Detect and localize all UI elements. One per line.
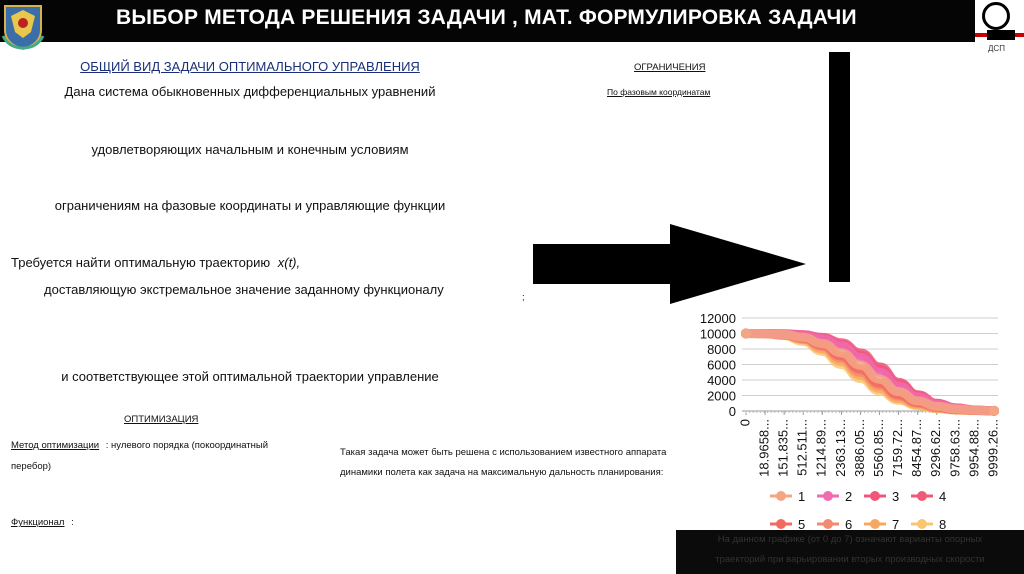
footnote-line: На данном графике (от 0 до 7) означают варианты опорных	[717, 534, 983, 545]
text-line	[11, 255, 300, 270]
method-value-cont: перебор)	[11, 461, 52, 472]
text-line: Дана система обыкновенных дифференциальных уравнений	[64, 84, 436, 99]
y-tick-label: 12000	[699, 311, 736, 326]
solution-line: динамики полета как задача на максимальную дальность планирования:	[340, 467, 664, 478]
footnote-line: траекторий при варьировании вторых производных скорости	[715, 554, 985, 565]
text-fragment: Требуется найти оптимальную траекторию	[11, 255, 271, 270]
legend-label: 3	[892, 489, 900, 504]
x-tick-label: 3886.05...	[851, 419, 867, 477]
legend-label: 2	[845, 489, 853, 504]
x-tick-label: 0	[737, 419, 753, 427]
text-line: ограничениям на фазовые координаты и управляющие функции	[54, 198, 446, 213]
x-tick-label: 1214.89...	[813, 419, 829, 477]
x-tick-label: 9954.88...	[966, 419, 982, 477]
method-label: Метод оптимизации	[11, 440, 100, 451]
semicolon-mark: ;	[522, 292, 525, 303]
legend-marker	[917, 491, 927, 501]
legend-label: 4	[939, 489, 947, 504]
legend-marker	[917, 519, 927, 529]
y-tick-label: 4000	[707, 373, 736, 388]
legend-label: 5	[798, 517, 806, 530]
legend-label: 6	[845, 517, 853, 530]
solution-line: Такая задача может быть решена с использованием известного аппарата	[340, 447, 667, 458]
method-line	[11, 440, 268, 451]
optimization-heading: ОПТИМИЗАЦИЯ	[124, 414, 199, 425]
legend-marker	[823, 491, 833, 501]
trajectory-chart	[680, 310, 1024, 530]
x-tick-label: 7159.72...	[890, 419, 906, 477]
functional-label: Функционал	[11, 517, 65, 528]
corner-label: ДСП	[988, 44, 1005, 53]
x-tick-label: 9296.62...	[928, 419, 944, 477]
x-tick-label: 2363.13...	[832, 419, 848, 477]
text-line: и соответствующее этой оптимальной траектории управление	[61, 369, 439, 384]
x-tick-label: 5560.85...	[870, 419, 886, 477]
data-point	[989, 406, 999, 416]
trajectory-variable: x(t),	[277, 255, 301, 270]
general-heading: ОБЩИЙ ВИД ЗАДАЧИ ОПТИМАЛЬНОГО УПРАВЛЕНИЯ	[80, 59, 420, 74]
y-tick-label: 0	[728, 404, 736, 419]
right-arrow-icon	[530, 220, 810, 308]
page-title: ВЫБОР МЕТОДА РЕШЕНИЯ ЗАДАЧИ , МАТ. ФОРМУЛИРОВКА ЗАДАЧИ	[116, 6, 857, 29]
legend-marker	[870, 491, 880, 501]
y-tick-label: 2000	[707, 388, 736, 404]
corner-badge	[987, 30, 1015, 40]
legend-label: 1	[798, 489, 806, 504]
x-tick-label: 9758.63...	[947, 419, 963, 477]
circle-icon	[982, 2, 1010, 30]
y-tick-label: 10000	[699, 326, 736, 342]
legend-marker	[823, 519, 833, 529]
footnote-box	[676, 530, 1024, 574]
y-tick-label: 6000	[707, 357, 736, 373]
emblem-icon	[1, 2, 45, 50]
functional-line	[11, 517, 74, 528]
x-tick-label: 151.835...	[775, 419, 791, 477]
legend-marker	[776, 491, 786, 501]
text-line: удовлетворяющих начальным и конечным условиям	[91, 142, 409, 157]
constraints-heading: ОГРАНИЧЕНИЯ	[634, 62, 706, 73]
legend-label: 7	[892, 517, 900, 530]
x-tick-label: 8454.87...	[909, 419, 925, 477]
series-line-1	[746, 334, 994, 411]
x-tick-label: 18.9658...	[756, 419, 772, 477]
functional-value: :	[71, 517, 74, 528]
legend-marker	[870, 519, 880, 529]
x-tick-label: 512.511...	[794, 419, 810, 476]
constraints-subheading: По фазовым координатам	[607, 87, 711, 97]
data-point	[741, 329, 751, 339]
vertical-bar	[829, 52, 850, 282]
text-line: доставляющую экстремальное значение заданному функционалу	[44, 282, 444, 297]
method-value: : нулевого порядка (покоординатный	[105, 440, 269, 451]
legend-marker	[776, 519, 786, 529]
x-tick-label: 9999.26...	[985, 419, 1001, 477]
legend-label: 8	[939, 517, 947, 530]
y-tick-label: 8000	[707, 342, 736, 357]
